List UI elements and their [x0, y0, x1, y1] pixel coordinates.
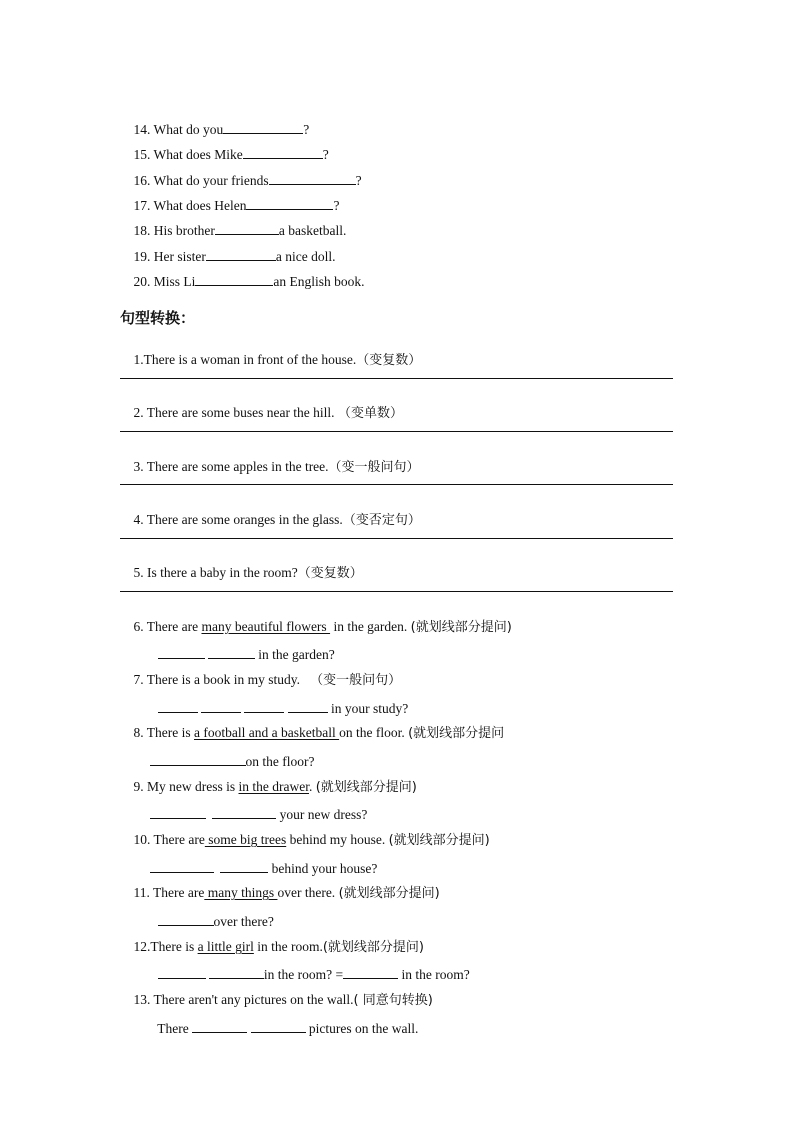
question-end: ? [333, 198, 340, 213]
answer-text: in the room? [398, 967, 470, 982]
question-text: 2. There are some buses near the hill. [133, 405, 335, 420]
question-text: 1.There is a woman in front of the house. [133, 352, 357, 367]
answer-blank[interactable] [192, 1020, 247, 1033]
question-text: 13. There aren't any pictures on the wall. [133, 992, 354, 1007]
instruction-note: （变否定句） [342, 513, 421, 528]
instruction-note: （变一般问句） [328, 460, 420, 475]
question-end: a basketball. [278, 223, 347, 238]
question-text: What does Helen [153, 198, 247, 213]
underlined-part: in the drawer [238, 779, 309, 794]
question-number: 17. [133, 198, 151, 213]
answer-line[interactable] [120, 591, 673, 592]
question-text: 6. There are [133, 619, 202, 634]
underlined-part: some big trees [204, 832, 287, 847]
question-20 [120, 257, 365, 306]
answer-line[interactable] [120, 378, 673, 379]
answer-text: in the garden? [254, 647, 335, 662]
answer-text: on the floor? [245, 754, 315, 769]
answer-text: in the room? = [263, 967, 344, 982]
question-text: 3. There are some apples in the tree. [133, 459, 329, 474]
answer-line[interactable] [120, 484, 673, 485]
question-end: ? [355, 173, 362, 188]
question-text: What do you [153, 122, 224, 137]
answer-blank[interactable] [195, 273, 273, 286]
instruction-note: (就划线部分提问) [322, 940, 425, 955]
question-text: His brother [153, 223, 215, 238]
instruction-note: （变单数） [337, 406, 403, 421]
question-text: in the garden. [330, 619, 408, 634]
answer-text: behind your house? [268, 861, 378, 876]
question-text: 10. There are [133, 832, 205, 847]
question-text: behind my house. [286, 832, 386, 847]
answer-blank[interactable] [251, 1020, 306, 1033]
section-title: 句型转换： [120, 309, 196, 327]
question-text: Her sister [153, 249, 206, 264]
question-number: 19. [133, 249, 151, 264]
instruction-note: (就划线部分提问) [315, 780, 417, 795]
question-number: 18. [133, 223, 151, 238]
question-text: in the room. [253, 939, 323, 954]
underlined-part: many beautiful flowers [201, 619, 331, 634]
question-text: What does Mike [153, 147, 243, 162]
answer-text: over there? [213, 914, 274, 929]
question-end: ? [322, 147, 329, 162]
instruction-note: (就划线部分提问 [408, 726, 505, 741]
instruction-note: （变复数） [297, 566, 363, 581]
question-number: 20. [133, 274, 151, 289]
answer-text: There [157, 1021, 193, 1036]
instruction-note: (就划线部分提问) [410, 620, 512, 635]
question-number: 16. [133, 173, 151, 188]
question-text: over there. [277, 885, 336, 900]
instruction-note: （变复数） [356, 353, 422, 368]
question-text: on the floor. [339, 725, 405, 740]
question-text: 12.There is [133, 939, 198, 954]
answer-text: pictures on the wall. [305, 1021, 419, 1036]
answer-text: in your study? [327, 701, 409, 716]
question-text: 11. There are [133, 885, 205, 900]
question-end: an English book. [273, 274, 365, 289]
question-text: What do your friends [153, 173, 269, 188]
question-text: . [308, 779, 313, 794]
underlined-part: many things [204, 885, 278, 900]
question-number: 15. [133, 147, 151, 162]
question-text: Miss Li [153, 274, 196, 289]
question-text: 7. There is a book in my study. [133, 672, 300, 687]
question-end: a nice doll. [275, 249, 336, 264]
question-text: 9. My new dress is [133, 779, 239, 794]
question-text: 4. There are some oranges in the glass. [133, 512, 343, 527]
question-number: 14. [133, 122, 151, 137]
instruction-note: ( 同意句转换) [353, 993, 433, 1008]
question-end: ? [303, 122, 310, 137]
instruction-note: （变一般问句） [310, 673, 402, 688]
instruction-note: (就划线部分提问) [338, 886, 440, 901]
instruction-note: (就划线部分提问) [388, 833, 490, 848]
answer-text: your new dress? [276, 807, 368, 822]
question-text: 5. Is there a baby in the room? [133, 565, 298, 580]
answer-line[interactable] [120, 538, 673, 539]
underlined-part: a football and a basketball [194, 725, 340, 740]
answer-line[interactable] [120, 431, 673, 432]
answer-13 [144, 1004, 418, 1053]
question-text: 8. There is [133, 725, 194, 740]
underlined-part: a little girl [197, 939, 254, 954]
